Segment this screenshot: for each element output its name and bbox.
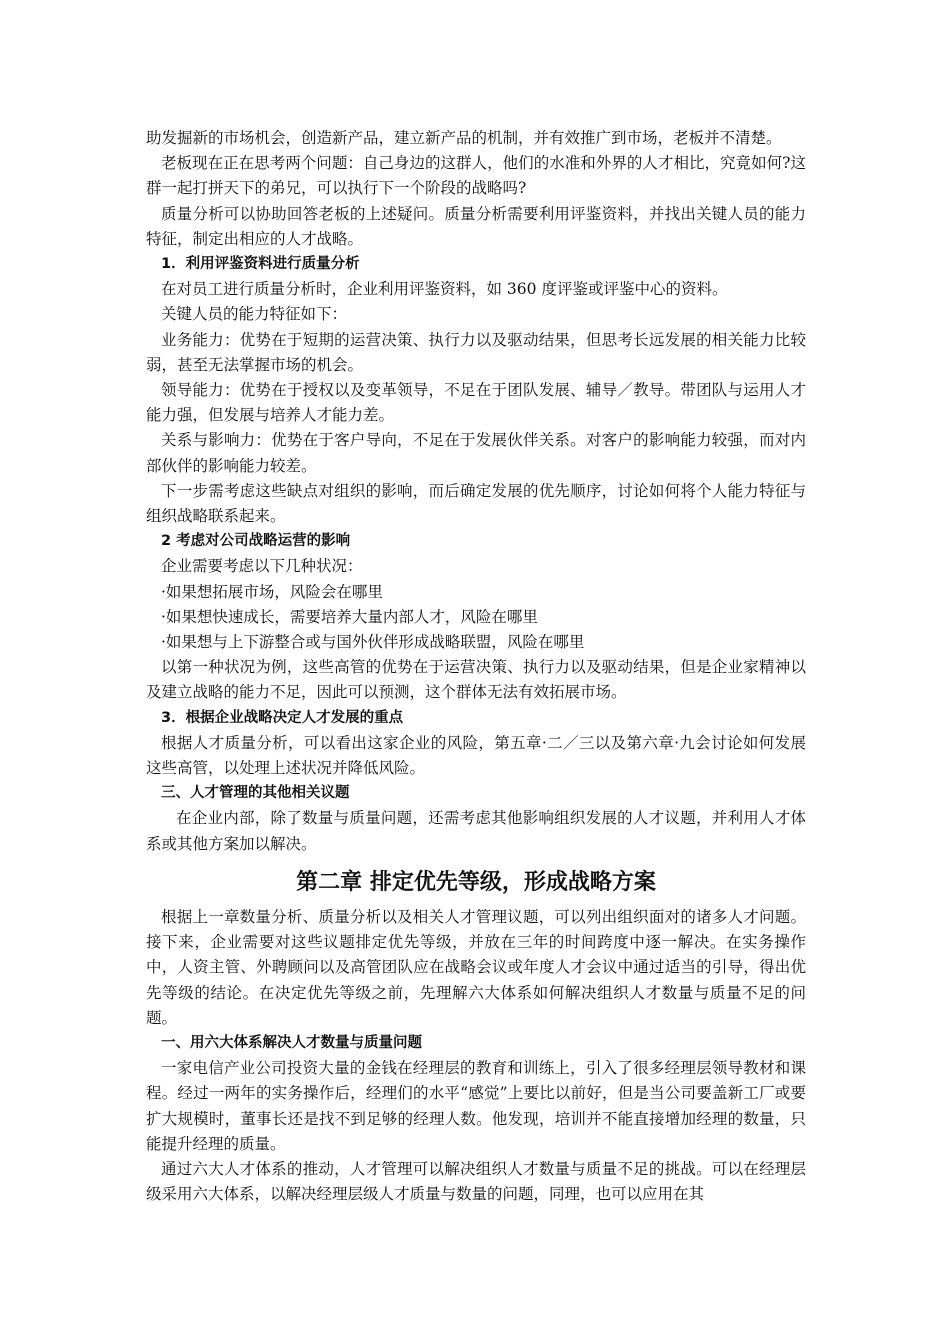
paragraph-priority-intro: 根据上一章数量分析、质量分析以及相关人才管理议题，可以列出组织面对的诸多人才问题。接下来，企业需要对这些议题排定优先等级，并放在三年的时间跨度中逐一解决。在实务操作中，人资主管、外聘顾问以及高管团队应在战略会议或年度人才会议中通过适当的引导，得出优先等级的结论。在决定优先等级之前，先理解六大体系如何解决组织人才数量与质量不足的问题。: [146, 907, 806, 1027]
heading-other-topics: 三、人才管理的其他相关议题: [161, 785, 350, 802]
paragraph-other-talent-issues: 在企业内部，除了数量与质量问题，还需考虑其他影响组织发展的人才议题，并利用人才体系或其他方案加以解决。: [146, 809, 806, 853]
heading-six-systems: 一、用六大体系解决人才数量与质量问题: [161, 1034, 422, 1051]
paragraph-key-traits: 关键人员的能力特征如下：: [161, 305, 348, 324]
list-item: ·如果想与上下游整合或与国外伙伴形成战略联盟，风险在哪里: [161, 633, 585, 652]
paragraph-relationship-influence: 关系与影响力：优势在于客户导向，不足在于发展伙伴关系。对客户的影响能力较强，而对内部伙伴的影响能力较差。: [146, 431, 806, 475]
paragraph-leadership-ability: 领导能力：优势在于授权以及变革领导，不足在于团队发展、辅导／教导。带团队与运用人才能力强，但发展与培养人才能力差。: [146, 381, 806, 425]
document-page: [146, 126, 806, 1207]
paragraph-telecom-example: 一家电信产业公司投资大量的金钱在经理层的教育和训练上，引入了很多经理层领导教材和课程。经过一两年的实务操作后，经理们的水平“感觉”上要比以前好，但是当公司要盖新工厂或要扩大规模时，董事长还是找不到足够的经理人数。他发现，培训并不能直接增加经理的数量，只能提升经理的质量。: [146, 1059, 806, 1153]
paragraph-next-step: 下一步需考虑这些缺点对组织的影响，而后确定发展的优先顺序，讨论如何将个人能力特征与组织战略联系起来。: [146, 481, 806, 526]
list-item: ·如果想快速成长，需要培养大量内部人才，风险在哪里: [161, 607, 538, 626]
paragraph-six-systems-solution: 通过六大人才体系的推动，人才管理可以解决组织人才数量与质量不足的挑战。可以在经理层级采用六大体系，以解决经理层级人才质量与数量的问题，同理，也可以应用在其: [146, 1159, 806, 1204]
heading-strategy-impact: 2 考虑对公司战略运营的影响: [161, 533, 351, 550]
paragraph-business-ability: 业务能力：优势在于短期的运营决策、执行力以及驱动结果，但思考长远发展的相关能力比较弱，甚至无法掌握市场的机会。: [146, 330, 806, 374]
list-item: ·如果想拓展市场，风险会在哪里: [161, 582, 383, 601]
paragraph-market-opportunity: 助发掘新的市场机会，创造新产品，建立新产品的机制，并有效推广到市场，老板并不清楚。: [146, 129, 782, 147]
paragraph-360-assessment: 在对员工进行质量分析时，企业利用评鉴资料，如 360 度评鉴或评鉴中心的资料。: [161, 280, 728, 299]
heading-development-focus: 3．根据企业战略决定人才发展的重点: [161, 709, 404, 726]
paragraph-talent-risk: 根据人才质量分析，可以看出这家企业的风险，第五章·二／三以及第六章·九会讨论如何发展这些高管，以处理上述状况并降低风险。: [146, 733, 806, 778]
paragraph-first-scenario: 以第一种状况为例，这些高管的优势在于运营决策、执行力以及驱动结果，但是企业家精神以及建立战略的能力不足，因此可以预测，这个群体无法有效拓展市场。: [146, 658, 806, 702]
heading-assessment-data: 1．利用评鉴资料进行质量分析: [161, 256, 360, 273]
paragraph-boss-questions: 老板现在正在思考两个问题：自己身边的这群人，他们的水准和外界的人才相比，究竟如何?这群一起打拼天下的弟兄，可以执行下一个阶段的战略吗?: [146, 154, 806, 198]
chapter-title: 第二章 排定优先等级，形成战略方案: [296, 869, 656, 895]
paragraph-scenarios-intro: 企业需要考虑以下几种状况：: [161, 557, 363, 576]
paragraph-quality-analysis: 质量分析可以协助回答老板的上述疑问。质量分析需要利用评鉴资料，并找出关键人员的能力特征，制定出相应的人才战略。: [146, 204, 806, 248]
